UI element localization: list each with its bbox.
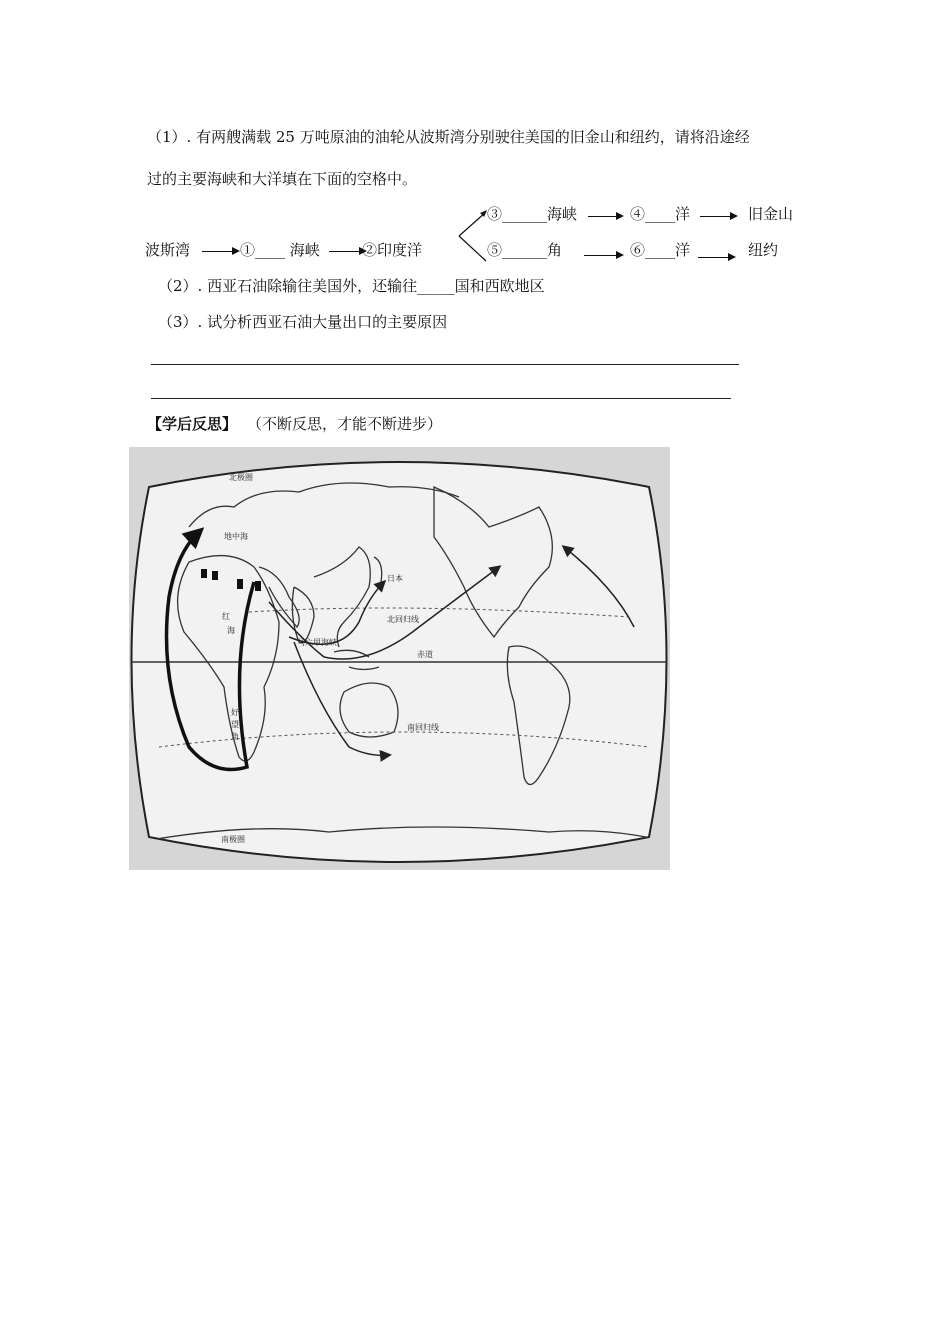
flow-arrow-4: [700, 216, 736, 217]
world-oil-route-map: [129, 447, 670, 870]
flow-branch-lines: [456, 206, 490, 266]
label-tropic-of-capricorn: 南回归线: [407, 723, 439, 732]
flow-end-san-francisco: 旧金山: [748, 205, 794, 223]
label-cape-2: 望: [231, 720, 239, 729]
flow-indian-ocean: ②印度洋: [362, 241, 423, 259]
flow-arrow-3: [588, 216, 622, 217]
question-2: （2）. 西亚石油除输往美国外，还输往_____国和西欧地区: [158, 277, 545, 295]
label-cape-1: 好: [231, 708, 239, 717]
label-antarctic-circle: 南极圈: [221, 835, 245, 844]
flow-blank-6-ocean[interactable]: ⑥____洋: [630, 241, 691, 259]
label-red-sea-1: 红: [222, 612, 230, 621]
label-equator: 赤道: [417, 650, 433, 659]
flow-arrow-1: [202, 251, 238, 252]
flow-start-persian-gulf: 波斯湾: [145, 241, 191, 259]
flow-blank-3-strait[interactable]: ③______海峡: [487, 205, 578, 223]
reflection-note: （不断反思，才能不断进步）: [247, 415, 443, 433]
flow-blank-5-cape[interactable]: ⑤______角: [487, 241, 563, 259]
flow-blank-4-ocean[interactable]: ④____洋: [630, 205, 691, 223]
flow-arrow-2: [329, 251, 365, 252]
label-mediterranean: 地中海: [224, 532, 248, 541]
answer-line-1[interactable]: [151, 364, 739, 365]
answer-line-2[interactable]: [151, 398, 731, 399]
label-malacca-strait: 马六甲海峡: [297, 638, 337, 647]
reflection-title: 【学后反思】: [147, 415, 238, 433]
flow-blank-1-strait[interactable]: ①____ 海峡: [240, 241, 320, 259]
label-tropic-of-cancer: 北回归线: [387, 615, 419, 624]
flow-arrow-6: [698, 257, 734, 258]
question-1-line-2: 过的主要海峡和大洋填在下面的空格中。: [147, 170, 418, 188]
question-1-line-1: （1）. 有两艘满载 25 万吨原油的油轮从波斯湾分别驶往美国的旧金山和纽约，请将沿途经: [147, 128, 750, 146]
question-3: （3）. 试分析西亚石油大量出口的主要原因: [158, 313, 448, 331]
label-japan: 日本: [387, 574, 403, 583]
flow-arrow-5: [584, 255, 622, 256]
label-red-sea-2: 海: [227, 626, 235, 635]
label-arctic-circle: 北极圈: [229, 473, 253, 482]
flow-end-new-york: 纽约: [748, 241, 779, 259]
label-cape-3: 角: [231, 732, 239, 741]
